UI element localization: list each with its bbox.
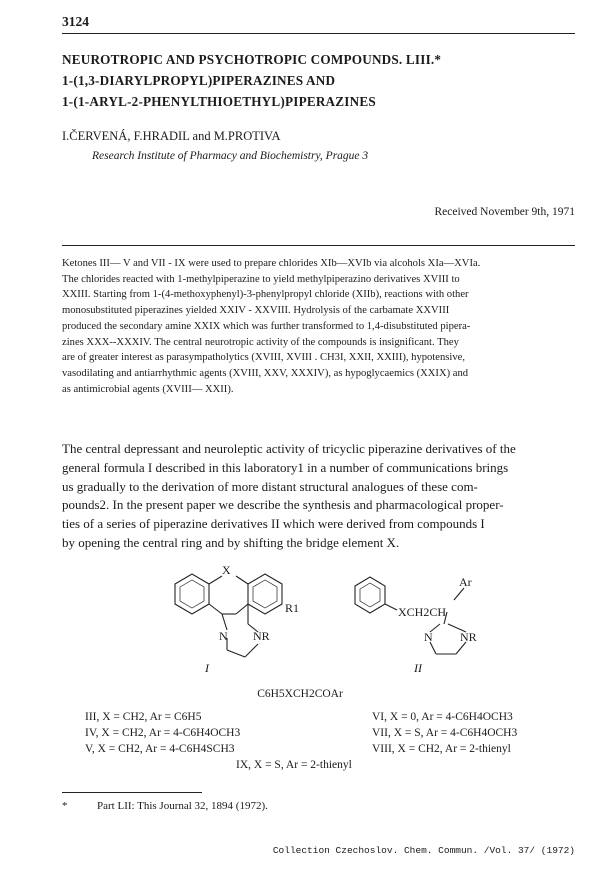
abstract-line: monosubstituted piperazines yielded XXIV - XXVIII. Hydrolysis of the carbamate XXVIII bbox=[62, 305, 450, 317]
footnote-rule bbox=[62, 792, 202, 793]
structure-ii-ar-label: Ar bbox=[459, 575, 472, 589]
footnote-text: Part LII: This Journal 32, 1894 (1972). bbox=[97, 800, 268, 812]
structure-ii-ring bbox=[355, 577, 385, 613]
structure-ii-n-label: N bbox=[424, 630, 433, 644]
abstract-line: are of greater interest as parasympatholytics (XVIII, XVIII . CH3I, XXII, XXIII), hypotensive, bbox=[62, 352, 466, 364]
body-line: ties of a series of piperazine derivatives II which were derived from compounds I bbox=[62, 516, 485, 532]
formula-row-left: IV, X = CH2, Ar = 4-C6H4OCH3 bbox=[85, 727, 241, 739]
body-line: The central depressant and neuroleptic activity of tricyclic piperazine derivatives of the bbox=[62, 441, 516, 456]
title-line-1: NEUROTROPIC AND PSYCHOTROPIC COMPOUNDS. LIII.* bbox=[62, 52, 442, 67]
affiliation: Research Institute of Pharmacy and Biochemistry, Prague 3 bbox=[92, 150, 369, 162]
footnote-mark: * bbox=[62, 800, 68, 812]
footnote bbox=[62, 800, 268, 812]
header-rule bbox=[62, 33, 575, 34]
structure-i-label: I bbox=[205, 661, 209, 675]
body-line: general formula I described in this laboratory1 in a number of communications brings bbox=[62, 459, 509, 475]
abstract-line: zines XXX--XXXIV. The central neurotropic activity of the compounds is insignificant. They bbox=[62, 336, 459, 348]
abstract bbox=[62, 256, 575, 397]
formula-row-right: VII, X = S, Ar = 4-C6H4OCH3 bbox=[372, 727, 518, 739]
journal-reference: Collection Czechoslov. Chem. Commun. /Vol. 37/ (1972) bbox=[272, 845, 575, 856]
structure-i-n-label: N bbox=[219, 629, 228, 643]
formula-row-left: III, X = CH2, Ar = C6H5 bbox=[85, 711, 202, 723]
authors: I.ČERVENÁ, F.HRADIL and M.PROTIVA bbox=[62, 129, 281, 143]
structure-i-nr-label: NR bbox=[253, 629, 270, 643]
formula-row-left: V, X = CH2, Ar = 4-C6H4SCH3 bbox=[85, 743, 235, 755]
body-line: pounds2. In the present paper we describe the synthesis and pharmacological proper- bbox=[62, 497, 504, 513]
title-line-2: 1-(1,3-DIARYLPROPYL)PIPERAZINES AND bbox=[62, 73, 336, 88]
abstract-line: as antimicrobial agents (XVIII— XXII). bbox=[62, 383, 234, 395]
abstract-line: produced the secondary amine XXIX which was further transformed to 1,4-disubstituted pipera- bbox=[62, 320, 471, 332]
structure-i-x-label: X bbox=[222, 563, 231, 577]
structure-i-r1-label: R1 bbox=[285, 601, 300, 615]
formula-row-right: VI, X = 0, Ar = 4-C6H4OCH3 bbox=[372, 711, 513, 723]
body-paragraph bbox=[62, 440, 575, 553]
structure-figure bbox=[62, 562, 575, 680]
title-line-3: 1-(1-ARYL-2-PHENYLTHIOETHYL)PIPERAZINES bbox=[62, 94, 376, 109]
abstract-line: vasodilating and antiarrhythmic agents (XVIII, XXV, XXXIV), as hypoglycaemics (XXIX) and bbox=[62, 367, 469, 379]
abstract-line: Ketones III— V and VII - IX were used to prepare chlorides XIb—XVIb via alcohols XIa—XVIa. bbox=[62, 258, 481, 269]
body-line: us gradually to the derivation of more distant structural analogues of these com- bbox=[62, 478, 478, 494]
structure-ii-nr-label: NR bbox=[460, 630, 477, 644]
general-formula: C6H5XCH2COAr bbox=[257, 688, 343, 700]
received-date: Received November 9th, 1971 bbox=[434, 206, 575, 218]
abstract-rule bbox=[62, 245, 575, 246]
formula-row-center: IX, X = S, Ar = 2-thienyl bbox=[236, 759, 352, 771]
page-number: 3124 bbox=[62, 14, 89, 29]
abstract-line: The chlorides reacted with 1-methylpiperazine to yield methylpiperazino derivatives XVIII to bbox=[62, 273, 460, 285]
formula-row-right: VIII, X = CH2, Ar = 2-thienyl bbox=[372, 743, 511, 755]
structure-ii-label: II bbox=[414, 661, 422, 675]
structure-ii-chain-label: XCH2CH bbox=[398, 605, 447, 619]
body-line: by opening the central ring and by shifting the bridge element X. bbox=[62, 534, 400, 550]
abstract-line: XXIII. Starting from 1-(4-methoxyphenyl)-3-phenylpropyl chloride (XIIb), reactions with other bbox=[62, 289, 469, 301]
